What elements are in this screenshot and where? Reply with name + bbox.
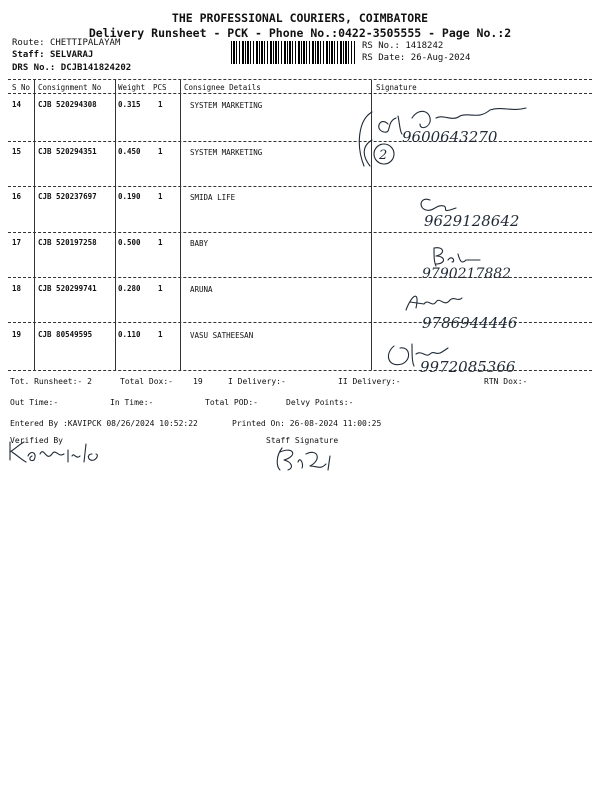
verifier-signature [6,436,116,466]
row-pcs: 1 [158,238,163,247]
runsheet-subtitle: Delivery Runsheet - PCK - Phone No.:0422-3505555 - Page No.:2 [88,26,512,40]
row-weight: 0.450 [118,147,141,156]
rs-date-row [362,53,470,63]
tot-runsheet: Tot. Runsheet:- 2 [10,377,92,386]
staff-signature-label: Staff Signature [266,436,339,445]
col-consignee: Consignee Details [184,83,261,92]
out-time: Out Time:- [10,398,59,407]
rtn-dox: RTN Dox:- [484,377,528,386]
drs-label: DRS No.: [12,63,56,73]
row-sno: 15 [12,147,22,156]
drs-row [12,63,131,73]
row-consignment: CJB 520294351 [38,147,97,156]
row-weight: 0.110 [118,330,141,339]
rs-no-value: 1418242 [405,41,444,51]
phone-row-19: 9972085366 [420,358,516,376]
row-consignment: CJB 520294308 [38,100,97,109]
phone-row-16: 9629128642 [424,212,520,230]
staff-row [12,50,93,60]
row-weight: 0.315 [118,100,141,109]
entered-by: Entered By :KAVIPCK 08/26/2024 10:52:22 [10,419,198,428]
ii-delivery: II Delivery:- [338,377,401,386]
rs-no-row [362,41,443,51]
column-line [115,80,116,370]
row-sno: 14 [12,100,22,109]
drs-value: DCJB141824202 [60,63,132,73]
row-pcs: 1 [158,330,163,339]
row-pcs: 1 [158,284,163,293]
signature-row-16 [396,190,556,230]
signature-row-18 [392,286,562,332]
row-sno: 17 [12,238,22,247]
row-divider [8,186,592,187]
staff-signature [268,444,348,474]
row-consignee: SYSTEM MARKETING [190,148,263,157]
row-consignee: SMIDA LIFE [190,193,236,202]
row-pcs: 1 [158,192,163,201]
column-line [34,80,35,370]
col-pcs: PCS [153,83,167,92]
route-value: CHETTIPALAYAM [49,38,121,48]
signature-row-14-15 [340,96,540,176]
rs-no-label: RS No.: [362,41,400,51]
staff-value: SELVARAJ [49,50,94,60]
phone-row-17: 9790217882 [422,266,512,282]
route-label: Route: [12,38,45,48]
barcode [231,41,355,64]
row-consignment: CJB 520299741 [38,284,97,293]
row-consignment: CJB 520237697 [38,192,97,201]
total-dox-label: Total Dox:- [120,377,173,386]
total-dox-value: 19 [193,377,203,386]
column-line [180,80,181,370]
row-weight: 0.280 [118,284,141,293]
delvy-points: Delvy Points:- [286,398,354,407]
col-sno: S No [12,83,31,92]
route-row [12,38,120,48]
rs-date-label: RS Date: [362,53,406,63]
table-header-rule [8,93,592,94]
row-consignee: VASU SATHEESAN [190,331,254,340]
row-pcs: 1 [158,147,163,156]
phone-row-14: 9600643270 [402,128,498,146]
row-consignee: ARUNA [190,285,213,294]
i-delivery: I Delivery:- [228,377,286,386]
verified-by: Verified By [10,436,63,445]
row-sno: 18 [12,284,22,293]
row-weight: 0.190 [118,192,141,201]
row-sno: 19 [12,330,22,339]
signature-row-17 [396,240,556,280]
phone-row-18: 9786944446 [422,314,518,332]
table-top-rule [8,79,592,80]
bracket-mark: 2 [379,148,388,163]
total-pod: Total POD:- [205,398,258,407]
col-consignment: Consignment No [38,83,102,92]
col-signature: Signature [376,83,417,92]
row-pcs: 1 [158,100,163,109]
row-sno: 16 [12,192,22,201]
row-weight: 0.500 [118,238,141,247]
in-time: In Time:- [110,398,154,407]
company-name: THE PROFESSIONAL COURIERS, COIMBATORE [171,11,429,25]
signature-row-19 [378,334,558,380]
col-weight: Weight [118,83,146,92]
printed-on: Printed On: 26-08-2024 11:00:25 [232,419,382,428]
row-consignment: CJB 80549595 [38,330,93,339]
row-consignee: BABY [190,239,209,248]
row-consignee: SYSTEM MARKETING [190,101,263,110]
row-divider [8,232,592,233]
row-consignment: CJB 520197258 [38,238,97,247]
staff-label: Staff: [12,50,45,60]
rs-date-value: 26-Aug-2024 [410,53,471,63]
